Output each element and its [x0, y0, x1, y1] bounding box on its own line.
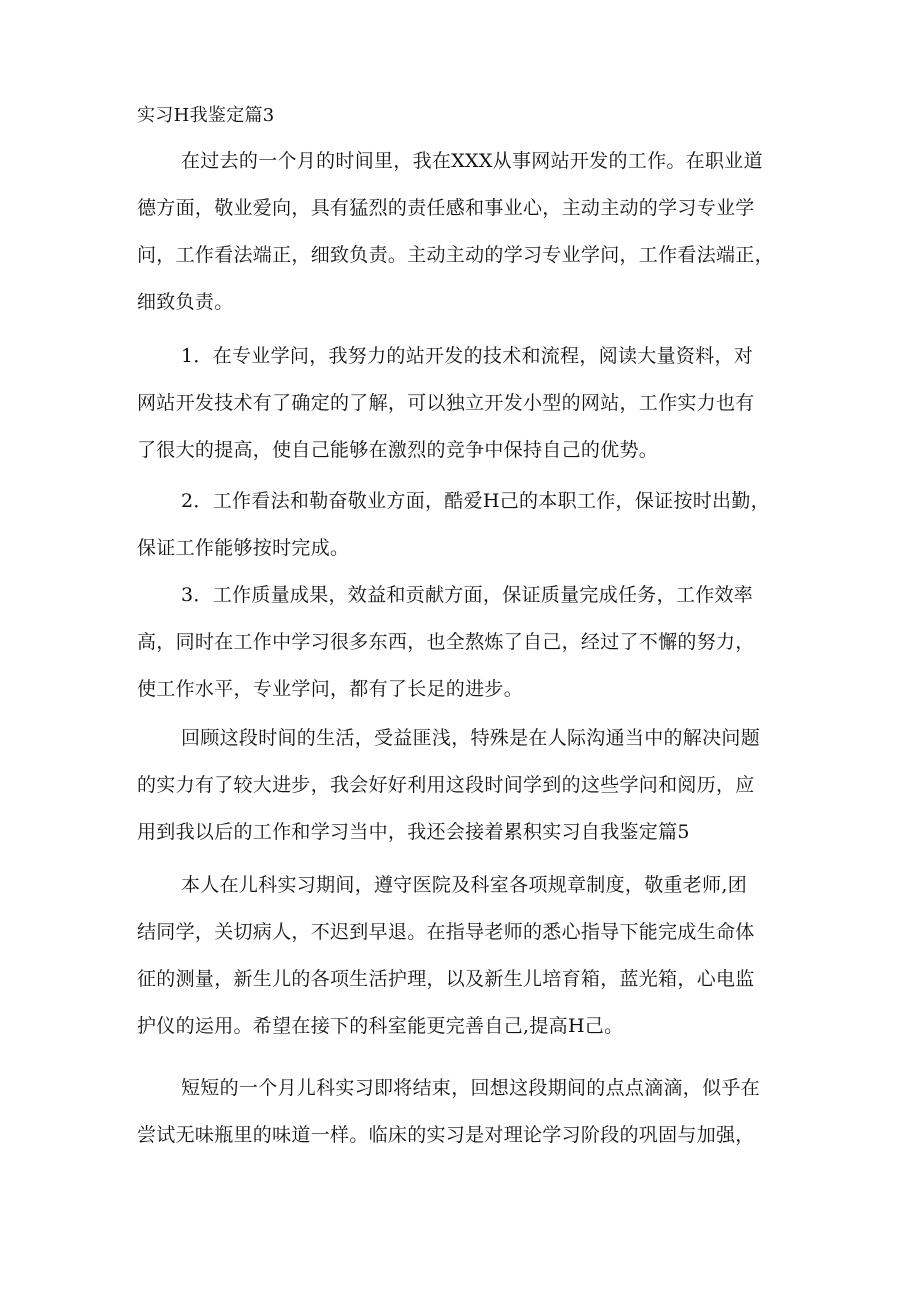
text-line: 1．在专业学问，我努力的站开发的技术和流程，阅读大量资料，对 [181, 345, 754, 367]
text-line: 在过去的一个月的时间里，我在XXX从事网站开发的工作。在职业道 [181, 150, 763, 172]
text-line: 本人在儿科实习期间，遵守医院及科室各项规章制度，敬重老师,团 [181, 874, 748, 896]
text-line: 短短的一个月儿科实习即将结束，回想这段期间的点点滴滴，似乎在 [181, 1077, 761, 1099]
text-line: 细致负责。 [137, 291, 234, 313]
text-line: 护仪的运用。希望在接下的科室能更完善自己,提高H己。 [137, 1015, 624, 1037]
text-line: 2．工作看法和勒奋敬业方面，酷爱H己的本职工作，保证按时出勤， [181, 490, 770, 512]
text-line: 网站开发技术有了确定的了解，可以独立开发小型的网站，工作实力也有 [137, 392, 755, 414]
text-line: 使工作水平，专业学问，都有了长足的进步。 [137, 678, 524, 700]
text-line: 用到我以后的工作和学习当中，我还会接着累积实习自我鉴定篇5 [137, 821, 690, 843]
text-line: 德方面，敬业爱向，具有猛烈的责任感和事业心，主动主动的学习专业学 [137, 197, 755, 219]
text-line: 回顾这段时间的生活，受益匪浅，特殊是在人际沟通当中的解决问题 [181, 727, 761, 749]
text-line: 了很大的提高，使自己能够在激烈的竞争中保持自己的优势。 [137, 439, 659, 461]
document-title: 实习H我鉴定篇3 [137, 105, 275, 126]
text-line: 的实力有了较大进步，我会好好利用这段时间学到的这些学问和阅历，应 [137, 774, 755, 796]
text-line: 结同学，关切病人，不迟到早退。在指导老师的悉心指导下能完成生命体 [137, 921, 755, 943]
text-line: 高，同时在工作中学习很多东西，也全熬炼了自己，经过了不懈的努力， [137, 631, 755, 653]
text-line: 3．工作质量成果，效益和贡献方面，保证质量完成任务，工作效率 [181, 584, 754, 606]
text-line: 征的测量，新生儿的各项生活护理，以及新生儿培育箱，蓝光箱，心电监 [137, 968, 755, 990]
text-line: 尝试无味瓶里的味道一样。临床的实习是对理论学习阶段的巩固与加强， [137, 1124, 755, 1146]
text-line: 保证工作能够按时完成。 [137, 537, 350, 559]
text-line: 问，工作看法端正，细致负责。主动主动的学习专业学问，工作看法端正， [137, 244, 774, 266]
